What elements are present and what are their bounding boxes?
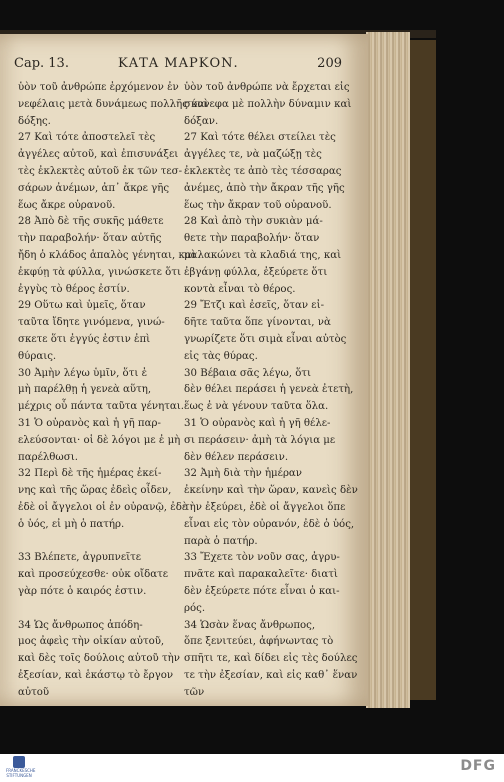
text-line: τὴν παραβολήν· ὅταν αὐτῆς <box>18 233 162 245</box>
text-line: 33 Ἔχετε τὸν νοῦν σας, ἀγρυ- <box>184 552 340 564</box>
book-page <box>0 34 368 706</box>
text-line: ὑὸν τοῦ ἀνθρώπε νὰ ἔρχεται εἰς <box>184 82 350 93</box>
text-line: 27 Καὶ τότε ἀποστελεῖ τὲς <box>18 132 156 144</box>
chapter-label: Cap. 13. <box>14 56 69 71</box>
text-line: σύννεφα μὲ πολλὴν δύναμιν καὶ <box>184 98 352 110</box>
text-line: καὶ προσεύχεσθε· οὐκ οἴδατε <box>18 569 169 581</box>
text-line: 31 Ὁ οὐρανὸς καὶ ἡ γῆ παρ- <box>18 417 161 429</box>
text-line: 28 Ἀπὸ δὲ τῆς συκῆς μάθετε <box>18 216 164 228</box>
text-line: 34 Ὡς ἄνθρωπος ἀπόδη- <box>18 619 143 631</box>
text-line: ἐξεσίαν, καὶ ἑκάστῳ τὸ ἔργον <box>18 669 174 681</box>
text-line: δῆτε ταῦτα ὅπε γίνονται, νὰ <box>184 317 331 329</box>
text-line: νης καὶ τῆς ὥρας ἐδεὶς οἶδεν, <box>18 485 172 497</box>
text-line: ἀνέμες, ἀπὸ τὴν ἄκραν τῆς γῆς <box>184 182 345 194</box>
viewer-footer <box>0 754 504 782</box>
text-line: γνωρίζετε ὅτι σιμὰ εἶναι αὐτὸς <box>184 333 347 345</box>
text-line: μὴ παρέλθῃ ἡ γενεὰ αὕτη, <box>18 384 152 396</box>
text-line: σάρων ἀνέμων, ἀπ᾽ ἄκρε γῆς <box>18 182 170 194</box>
page-edges <box>366 32 410 708</box>
text-line: ἐγγὺς τὸ θέρος ἐστίν. <box>18 283 130 295</box>
text-line: ὑὸν τοῦ ἀνθρώπε ἐρχόμενον ἐν <box>18 82 179 93</box>
text-line: αὐτοῦ <box>18 686 50 698</box>
text-line: μέχρις οὗ πάντα ταῦτα γένηται. <box>18 401 184 413</box>
book <box>0 30 440 710</box>
text-line: 29 Οὕτω καὶ ὑμεῖς, ὅταν <box>18 300 146 312</box>
right-column-modern-greek <box>184 80 358 701</box>
text-line: 32 Ἀμὴ διὰ τὴν ἡμέραν <box>184 468 303 480</box>
text-line: κοντὰ εἶναι τὸ θέρος. <box>184 283 296 295</box>
library-logo-text: FRANCKESCHE STIFTUNGEN <box>6 768 36 778</box>
text-line: 28 Καὶ ἀπὸ τὴν συκιὰν μά- <box>184 216 323 228</box>
text-line: πνᾶτε καὶ παρακαλεῖτε· διατὶ <box>184 569 338 581</box>
text-line: γὰρ πότε ὁ καιρός ἐστιν. <box>18 585 147 597</box>
book-spine-shadow <box>408 40 436 700</box>
running-head: ΚΑΤΑ ΜΑΡΚΟΝ. <box>118 56 239 71</box>
page-header <box>14 56 350 80</box>
text-line: ὁ ὑός, εἰ μὴ ὁ πατήρ. <box>18 518 125 530</box>
text-line: τε τὴν ἐξεσίαν, καὶ εἰς καθ᾽ ἕναν <box>184 669 358 681</box>
text-line: τὴν ἐξεύρει, ἐδὲ οἱ ἄγγελοι ὅπε <box>184 501 346 513</box>
text-line: δὲν θέλεν περάσειν. <box>184 451 289 463</box>
text-line <box>18 534 176 551</box>
text-line: δὲν θέλει περάσει ἡ γενεὰ ἐτετὴ, <box>184 384 354 396</box>
text-line: 30 Βέβαια σᾶς λέγω, ὅτι <box>184 367 311 379</box>
text-line: σι περάσειν· ἀμὴ τὰ λόγια με <box>184 434 336 446</box>
text-line: 32 Περὶ δὲ τῆς ἡμέρας ἐκεί- <box>18 468 162 480</box>
text-line: θετε τὴν παραβολήν· ὅταν <box>184 233 320 245</box>
text-line: μαλακώνει τὰ κλαδιά της, καὶ <box>184 249 342 261</box>
text-line: 30 Ἀμὴν λέγω ὑμῖν, ὅτι ἐ <box>18 367 148 379</box>
text-line: ἐβγάνῃ φύλλα, ἐξεύρετε ὅτι <box>184 266 328 278</box>
text-line: εἶναι εἰς τὸν οὐρανόν, ἐδὲ ὁ ὑός, <box>184 518 355 530</box>
text-line: παρὰ ὁ πατήρ. <box>184 535 258 547</box>
text-line: 34 Ὡσὰν ἕνας ἄνθρωπος, <box>184 619 316 631</box>
text-line: δόξης. <box>18 115 51 127</box>
text-line: δόξαν. <box>184 115 219 127</box>
text-line: ὅπε ξενιτεύει, ἀφήνωντας τὸ <box>184 636 334 648</box>
text-line: ἕως ἐ νὰ γένουν ταῦτα ὅλα. <box>184 401 329 413</box>
text-line <box>18 601 176 618</box>
text-line: μος ἀφεὶς τὴν οἰκίαν αὐτοῦ, <box>18 636 165 648</box>
text-line: ἀγγέλες αὐτοῦ, καὶ ἐπισυνάξει <box>18 149 179 161</box>
text-line: τὲς ἐκλεκτὲς αὐτοῦ ἐκ τῶν τεσ- <box>18 165 183 177</box>
text-line: ἕως ἄκρε οὐρανοῦ. <box>18 199 116 211</box>
text-line: παρέλθωσι. <box>18 451 78 463</box>
text-line: ἐκλεκτὲς τε ἀπὸ τὲς τέσσαρας <box>184 165 342 177</box>
text-line: σκετε ὅτι ἐγγύς ἐστιν ἐπὶ <box>18 333 151 345</box>
text-line: ελεύσονται· οἱ δὲ λόγοι με ἐ μὴ <box>18 434 181 446</box>
text-line: ταῦτα ἴδητε γινόμενα, γινώ- <box>18 317 165 329</box>
text-line: σπῆτι τε, καὶ δίδει εἰς τὲς δούλες <box>184 653 358 665</box>
text-line: ἐκείνην καὶ τὴν ὥραν, κανεὶς δὲν <box>184 485 358 497</box>
dfg-logo[interactable]: DFG <box>460 758 496 774</box>
text-line: καὶ δὲς τοῖς δούλοις αὐτοῦ τὴν <box>18 653 180 665</box>
text-line: τῶν <box>184 686 205 698</box>
text-line: ἐκφύῃ τὰ φύλλα, γινώσκετε ὅτι <box>18 266 181 278</box>
page-number: 209 <box>317 56 342 71</box>
text-line: εἰς τὰς θύρας. <box>184 350 258 362</box>
text-line: ἕως τὴν ἄκραν τοῦ οὐρανοῦ. <box>184 199 332 211</box>
text-line: 31 Ὁ οὐρανὸς καὶ ἡ γῆ θέλε- <box>184 417 331 429</box>
text-line: ἤδη ὁ κλάδος ἁπαλὸς γένηται, καὶ <box>18 249 196 261</box>
text-line: ἀγγέλες τε, νὰ μαζώξῃ τὲς <box>184 149 322 161</box>
text-line: ἐδὲ οἱ ἄγγελοι οἱ ἐν οὐρανῷ, ἐδὲ <box>18 501 188 513</box>
text-line: 27 Καὶ τότε θέλει στείλει τὲς <box>184 132 336 144</box>
text-line: νεφέλαις μετὰ δυνάμεως πολλῆς καὶ <box>18 98 209 110</box>
library-logo[interactable] <box>6 756 36 780</box>
text-line: 33 Βλέπετε, ἀγρυπνεῖτε <box>18 552 142 564</box>
text-line: 29 Ἔτζι καὶ ἐσεῖς, ὅταν εἰ- <box>184 300 325 312</box>
text-line: δὲν ἐξεύρετε πότε εἶναι ὁ και- <box>184 585 340 597</box>
text-line: θύραις. <box>18 350 57 362</box>
library-logo-icon <box>13 756 25 768</box>
text-line: ρός. <box>184 602 206 614</box>
